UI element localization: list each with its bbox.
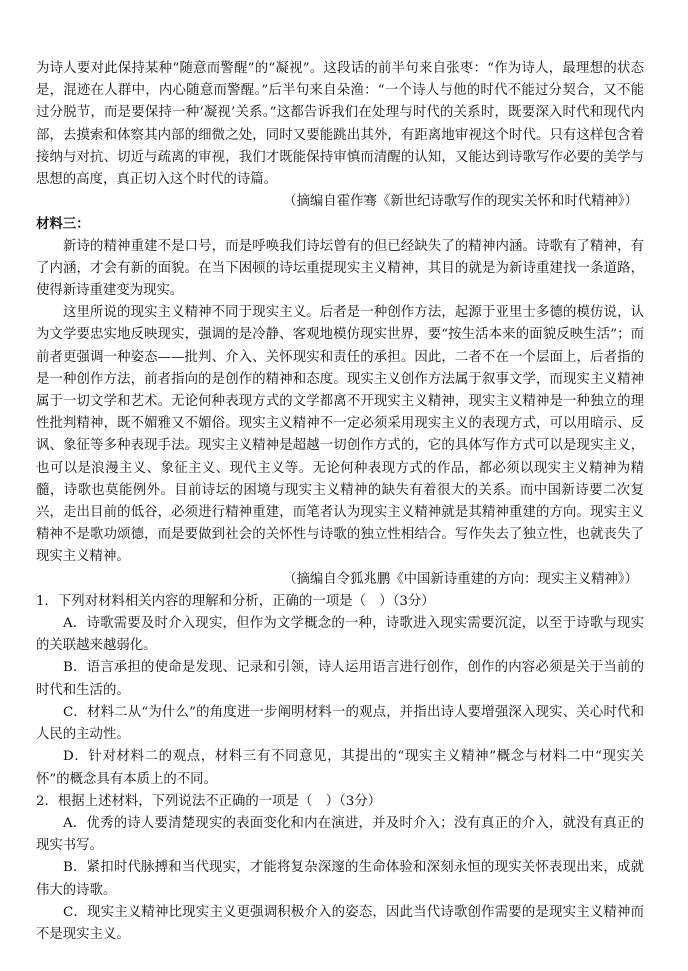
question-1-option-a: A．诗歌需要及时介入现实，但作为文学概念的一种，诗歌进入现实需要沉淀，以至于诗歌与现实的关联越来越弱化。	[36, 616, 644, 654]
question-1-option-b: B．语言承担的使命是发现、记录和引领，诗人运用语言进行创作，创作的内容必须是关于当前的时代和生活的。	[36, 660, 644, 698]
material3-paragraph-1: 新诗的精神重建不是口号，而是呼唤我们诗坛曾有的但已经缺失了的精神内涵。诗歌有了精神，有了内涵，才会有新的面貌。在当下困顿的诗坛重提现实主义精神，其目的就是为新诗重建找一条道路，使得新诗重建变为现实。	[36, 238, 644, 299]
question-2-option-a: A．优秀的诗人要清楚现实的表面变化和内在演进，并及时介入；没有真正的介入，就没有真正的现实书写。	[36, 815, 644, 854]
question-2-stem: 2．根据上述材料，下列说法不正确的一项是（ ）（3分）	[36, 793, 382, 809]
material2-source: （摘编自霍作骞《新世纪诗歌写作的现实关怀和时代精神》）	[283, 194, 638, 210]
question-1-option-c: C．材料二从“为什么”的角度进一步阐明材料一的观点，并指出诗人要增强深入现实、关心时代和人民的主动性。	[36, 704, 644, 743]
material3-source: （摘编自令狐兆鹏《中国新诗重建的方向：现实主义精神》）	[283, 571, 638, 587]
question-2-option-c: C．现实主义精神比现实主义更强调积极介入的姿态，因此当代诗歌创作需要的是现实主义精神而不是现实主义。	[36, 904, 644, 942]
question-1-option-d: D．针对材料二的观点，材料三有不同意见，其提出的“现实主义精神”概念与材料二中“现实关怀”的概念具有本质上的不同。	[36, 749, 644, 787]
material3-paragraph-2: 这里所说的现实主义精神不同于现实主义。后者是一种创作方法，起源于亚里士多德的模仿说，认为文学要忠实地反映现实，强调的是冷静、客观地模仿现实世界，要“按生活本来的面貌反映生活”；而前者更强调一种姿态——批判、介入、关怀现实和责任的承担。因此，二者不在一个层面上，后者指的是一种创作方法，前者指向的是创作的精神和态度。现实主义创作方法属于叙事文学，而现实主义精神属于一切文学和艺术。无论何种表现方式的文学都离不开现实主义精神，现实主义精神是一种独立的理性批判精神，既不媚雅又不媚俗。现实主义精神不一定必须采用现实主义的表现方式，可以用暗示、反讽、象征等多种表现手法。现实主义精神是超越一切创作方式的，它的具体写作方式可以是现实主义，也可以是浪漫主义、象征主义、现代主义等。无论何种表现方式的作品，都必须以现实主义精神为精髓，诗歌也莫能例外。目前诗坛的困境与现实主义精神的缺失有着很大的关系。而中国新诗要二次复兴，走出目前的低谷，必须进行精神重建，而笔者认为现实主义精神就是其精神重建的方向。现实主义精神不是歌功颂德，而是要做到社会的关怀性与诗歌的独立性相结合。写作失去了独立性，也就丧失了现实主义精神。	[36, 305, 644, 565]
question-2-option-b: B．紧扣时代脉搏和当代现实，才能将复杂深邃的生命体验和深刻永恒的现实关怀表现出来，成就伟大的诗歌。	[36, 860, 644, 898]
question-1-stem: 1．下列对材料相关内容的理解和分析，正确的一项是（ ）（3分）	[36, 593, 435, 609]
material3-label: 材料三：	[36, 216, 90, 233]
material2-paragraph: 为诗人要对此保持某种“随意而警醒”的“凝视”。这段话的前半句来自张枣：“作为诗人，最理想的状态是，混迹在人群中，内心随意而警醒。”后半句来自朵渔：“一个诗人与他的时代不能过分契合，又不能过分脱节，而是要保持一种‘凝视’关系。”这都告诉我们在处理与时代的关系时，既要深入时代和现代内部，去摸索和体察其内部的细微之处，同时又要能跳出其外，有距离地审视这个时代。只有这样包含着接纳与对抗、切近与疏离的审视，我们才既能保持审慎而清醒的认知，又能达到诗歌写作必要的美学与思想的高度，真正切入这个时代的诗篇。	[36, 61, 644, 188]
